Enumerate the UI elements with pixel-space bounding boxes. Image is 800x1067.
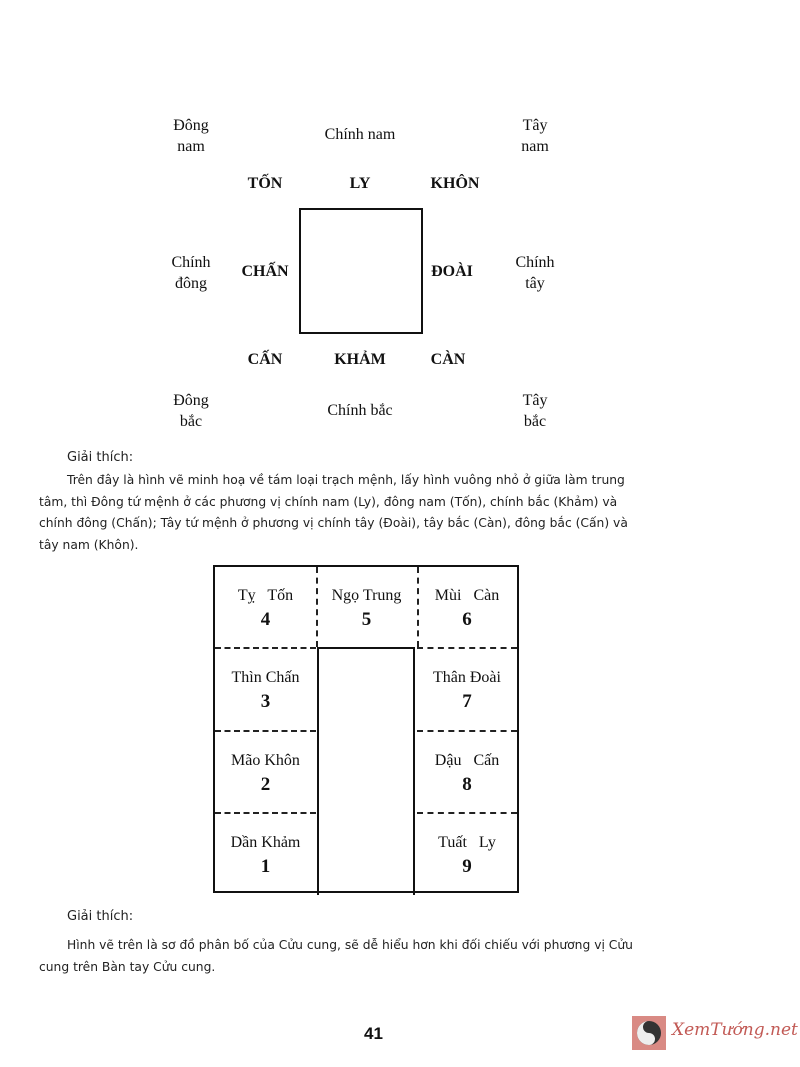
explanation-heading-2: Giải thích:: [67, 909, 134, 924]
explanation-paragraph-1: [39, 470, 779, 556]
explanation-heading-1: Giải thích:: [67, 450, 134, 465]
palace-name: Thân Đoài: [433, 669, 501, 686]
palace-cell: [417, 567, 517, 631]
palace-cell: [417, 649, 517, 713]
paragraph-line: chính đông (Chấn); Tây tứ mệnh ở phương vị chính tây (Đoài), tây bắc (Càn), đông bắc (Cấn) và: [39, 516, 628, 530]
palace-name: Tỵ Tốn: [237, 587, 294, 604]
palace-number: 2: [260, 774, 271, 795]
palace-cell: [215, 732, 316, 796]
trigram-can-northeast: CẤN: [247, 351, 283, 368]
paragraph-line: Hình vẽ trên là sơ đồ phân bố của Cửu cung, sẽ dễ hiểu hơn khi đối chiếu với phương vị Cửu: [67, 938, 633, 952]
palace-number: 9: [462, 856, 472, 877]
paragraph-line: tây nam (Khôn).: [39, 537, 139, 552]
site-logo[interactable]: [632, 1014, 798, 1054]
trigram-chan: CHẤN: [241, 263, 289, 280]
palace-name: Dần Khảm: [230, 834, 301, 851]
paragraph-line: tâm, thì Đông tứ mệnh ở các phương vị chính nam (Ly), đông nam (Tốn), chính bắc (Khảm) và: [39, 494, 618, 509]
palace-number: 1: [260, 856, 271, 877]
palace-number: 7: [462, 691, 472, 712]
palace-cell: [215, 649, 316, 713]
palace-cell: [417, 732, 517, 796]
direction-south: Chính nam: [324, 126, 396, 143]
trigram-kham: KHẢM: [334, 351, 386, 368]
paragraph-line: cung trên Bàn tay Cửu cung.: [39, 959, 216, 974]
palace-number: 5: [361, 609, 372, 630]
center-square: [299, 208, 423, 334]
nine-palace-grid: [213, 565, 519, 893]
trigram-ly: LY: [349, 175, 371, 192]
direction-northwest: Tây bắc: [522, 392, 548, 430]
explanation-paragraph-2: [39, 935, 779, 978]
palace-name: Ngọ Trung: [331, 587, 402, 604]
palace-number: 6: [462, 609, 472, 630]
palace-number: 4: [260, 609, 271, 630]
paragraph-line: Trên đây là hình vẽ minh hoạ về tám loại trạch mệnh, lấy hình vuông nhỏ ở giữa làm trung: [67, 473, 625, 487]
palace-name: Dậu Cấn: [434, 752, 500, 769]
trigram-can-northwest: CÀN: [430, 351, 466, 368]
trigram-doai: ĐOÀI: [431, 263, 473, 280]
palace-number: 8: [462, 774, 472, 795]
center-column: [317, 647, 415, 895]
direction-east: Chính đông: [171, 254, 211, 292]
trigram-khon: KHÔN: [430, 175, 480, 192]
direction-north: Chính bắc: [327, 402, 393, 419]
direction-southeast: Đông nam: [173, 117, 209, 155]
direction-northeast: Đông bắc: [173, 392, 209, 430]
direction-southwest: Tây nam: [521, 117, 549, 155]
yin-yang-icon: [632, 1016, 666, 1050]
direction-west: Chính tây: [515, 254, 555, 292]
palace-name: Tuất Ly: [438, 834, 496, 851]
logo-text: XemTướng.net: [672, 1020, 798, 1040]
palace-cell: [417, 814, 517, 878]
palace-cell: [215, 814, 316, 878]
palace-name: Mão Khôn: [231, 752, 300, 769]
palace-number: 3: [260, 691, 271, 712]
palace-cell: [215, 567, 316, 631]
page-number: 41: [364, 1024, 383, 1043]
trigram-ton: TỐN: [247, 175, 283, 192]
palace-cell: [316, 567, 417, 631]
palace-name: Mùi Càn: [434, 587, 500, 604]
palace-name: Thìn Chấn: [231, 669, 300, 686]
